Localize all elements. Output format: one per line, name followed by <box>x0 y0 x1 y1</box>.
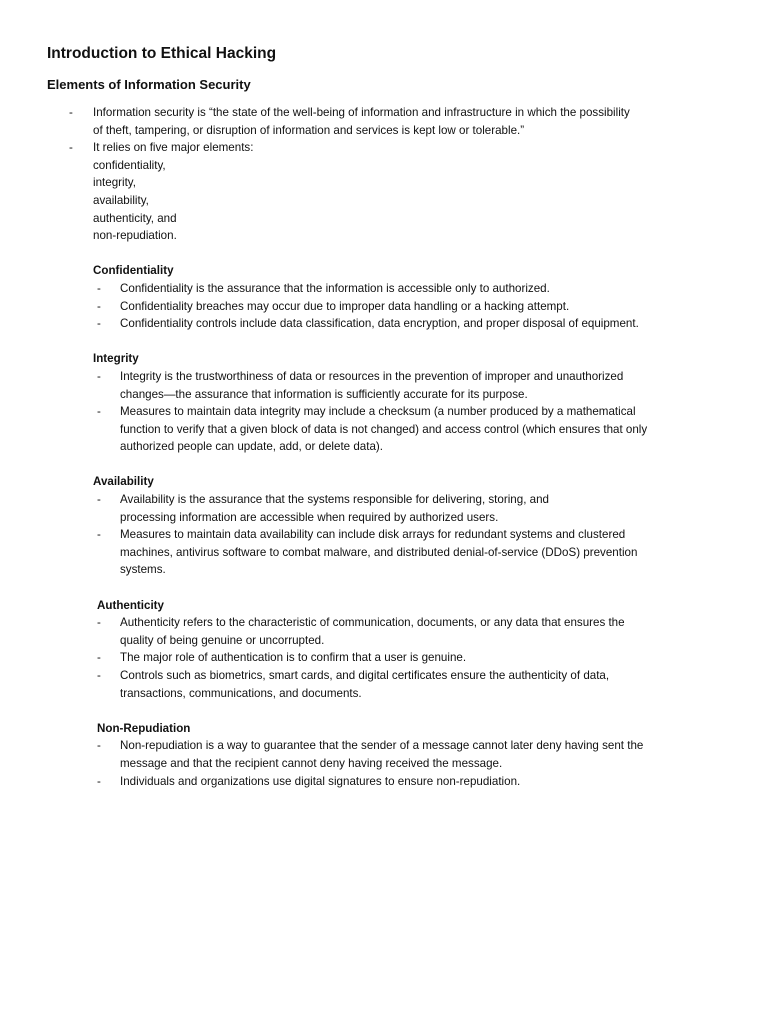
bullet-dash: - <box>69 141 73 155</box>
document-title: Introduction to Ethical Hacking <box>47 45 277 62</box>
intro-list <box>0 104 768 245</box>
bullet-text-line: Confidentiality breaches may occur due to improper data handling or a hacking attempt. <box>120 299 570 313</box>
section-bullet <box>0 491 768 526</box>
section-availability <box>0 473 768 579</box>
section-bullet <box>0 280 768 298</box>
bullet-dash: - <box>97 528 101 542</box>
section-bullet <box>0 526 768 579</box>
bullet-text-line: authorized people can update, add, or delete data). <box>120 440 383 454</box>
bullet-dash: - <box>97 281 101 295</box>
bullet-text-line: message and that the recipient cannot deny having received the message. <box>120 756 503 770</box>
bullet-dash: - <box>69 106 73 119</box>
bullet-text-line: Non-repudiation is a way to guarantee that the sender of a message cannot later deny having sent the <box>120 739 644 753</box>
section-heading: Integrity <box>93 352 139 366</box>
section-bullet <box>0 368 768 403</box>
bullet-dash: - <box>97 369 101 383</box>
bullet-text-line: Controls such as biometrics, smart cards, and digital certificates ensure the authenticity of data, <box>120 669 610 682</box>
bullet-text-line: function to verify that a given block of data is not changed) and access control (which ensures that only <box>120 422 648 436</box>
section-heading: Confidentiality <box>93 264 174 278</box>
bullet-text-line: Integrity is the trustworthiness of data or resources in the prevention of improper and unauthorized <box>120 369 624 383</box>
section-authenticity <box>0 597 768 703</box>
section-confidentiality <box>0 262 768 332</box>
section-bullet <box>0 667 768 702</box>
intro-text-line: Information security is “the state of the well-being of information and infrastructure in which the possibility <box>93 106 630 119</box>
bullet-dash: - <box>97 739 101 753</box>
section-bullet <box>0 614 768 649</box>
bullet-text-line: transactions, communications, and documents. <box>120 686 362 700</box>
bullet-text-line: Confidentiality is the assurance that the information is accessible only to authorized. <box>120 281 550 295</box>
bullet-text-line: Availability is the assurance that the systems responsible for delivering, storing, and <box>120 493 549 507</box>
bullet-text-line: Measures to maintain data integrity may include a checksum (a number produced by a mathematical <box>120 405 636 419</box>
section-bullet <box>0 315 768 333</box>
bullet-text-line: The major role of authentication is to confirm that a user is genuine. <box>120 651 467 665</box>
element-item: authenticity, and <box>93 211 177 225</box>
intro-text-line: of theft, tampering, or disruption of information and services is kept low or tolerable.” <box>93 123 525 137</box>
intro-bullet <box>0 104 768 139</box>
bullet-dash: - <box>97 616 101 630</box>
document-subtitle: Elements of Information Security <box>47 77 251 92</box>
bullet-dash: - <box>97 774 101 788</box>
section-heading: Availability <box>93 475 154 489</box>
section-heading: Non-Repudiation <box>97 721 191 735</box>
bullet-text-line: machines, antivirus software to combat malware, and distributed denial-of-service (DDoS) prevention <box>120 545 638 559</box>
element-item: availability, <box>93 193 149 207</box>
section-bullet <box>0 773 768 791</box>
section-bullet <box>0 737 768 772</box>
bullet-text-line: Authenticity refers to the characteristic of communication, documents, or any data that ensures the <box>120 616 625 630</box>
bullet-dash: - <box>97 493 101 507</box>
bullet-dash: - <box>97 299 101 313</box>
bullet-text-line: quality of being genuine or uncorrupted. <box>120 633 325 647</box>
intro-text-line: It relies on five major elements: <box>93 141 254 155</box>
intro-bullet <box>0 139 768 245</box>
section-heading: Authenticity <box>97 598 164 612</box>
bullet-text-line: Measures to maintain data availability can include disk arrays for redundant systems and clustered <box>120 528 626 542</box>
section-bullet <box>0 403 768 456</box>
bullet-dash: - <box>97 317 101 331</box>
bullet-text-line: processing information are accessible when required by authorized users. <box>120 510 499 524</box>
bullet-dash: - <box>97 405 101 419</box>
element-item: integrity, <box>93 176 136 190</box>
document-body <box>0 104 768 790</box>
element-item: confidentiality, <box>93 158 166 172</box>
bullet-dash: - <box>97 651 101 665</box>
element-item: non-repudiation. <box>93 229 177 243</box>
bullet-text-line: Individuals and organizations use digital signatures to ensure non-repudiation. <box>120 774 521 788</box>
bullet-dash: - <box>97 669 101 682</box>
bullet-text-line: Confidentiality controls include data classification, data encryption, and proper disposal of equipment. <box>120 317 639 331</box>
bullet-text-line: changes—the assurance that information is sufficiently accurate for its purpose. <box>120 387 528 401</box>
section-integrity <box>0 350 768 456</box>
section-bullet <box>0 649 768 667</box>
bullet-text-line: systems. <box>120 563 166 577</box>
section-nonrepudiation <box>0 720 768 790</box>
section-bullet <box>0 298 768 316</box>
